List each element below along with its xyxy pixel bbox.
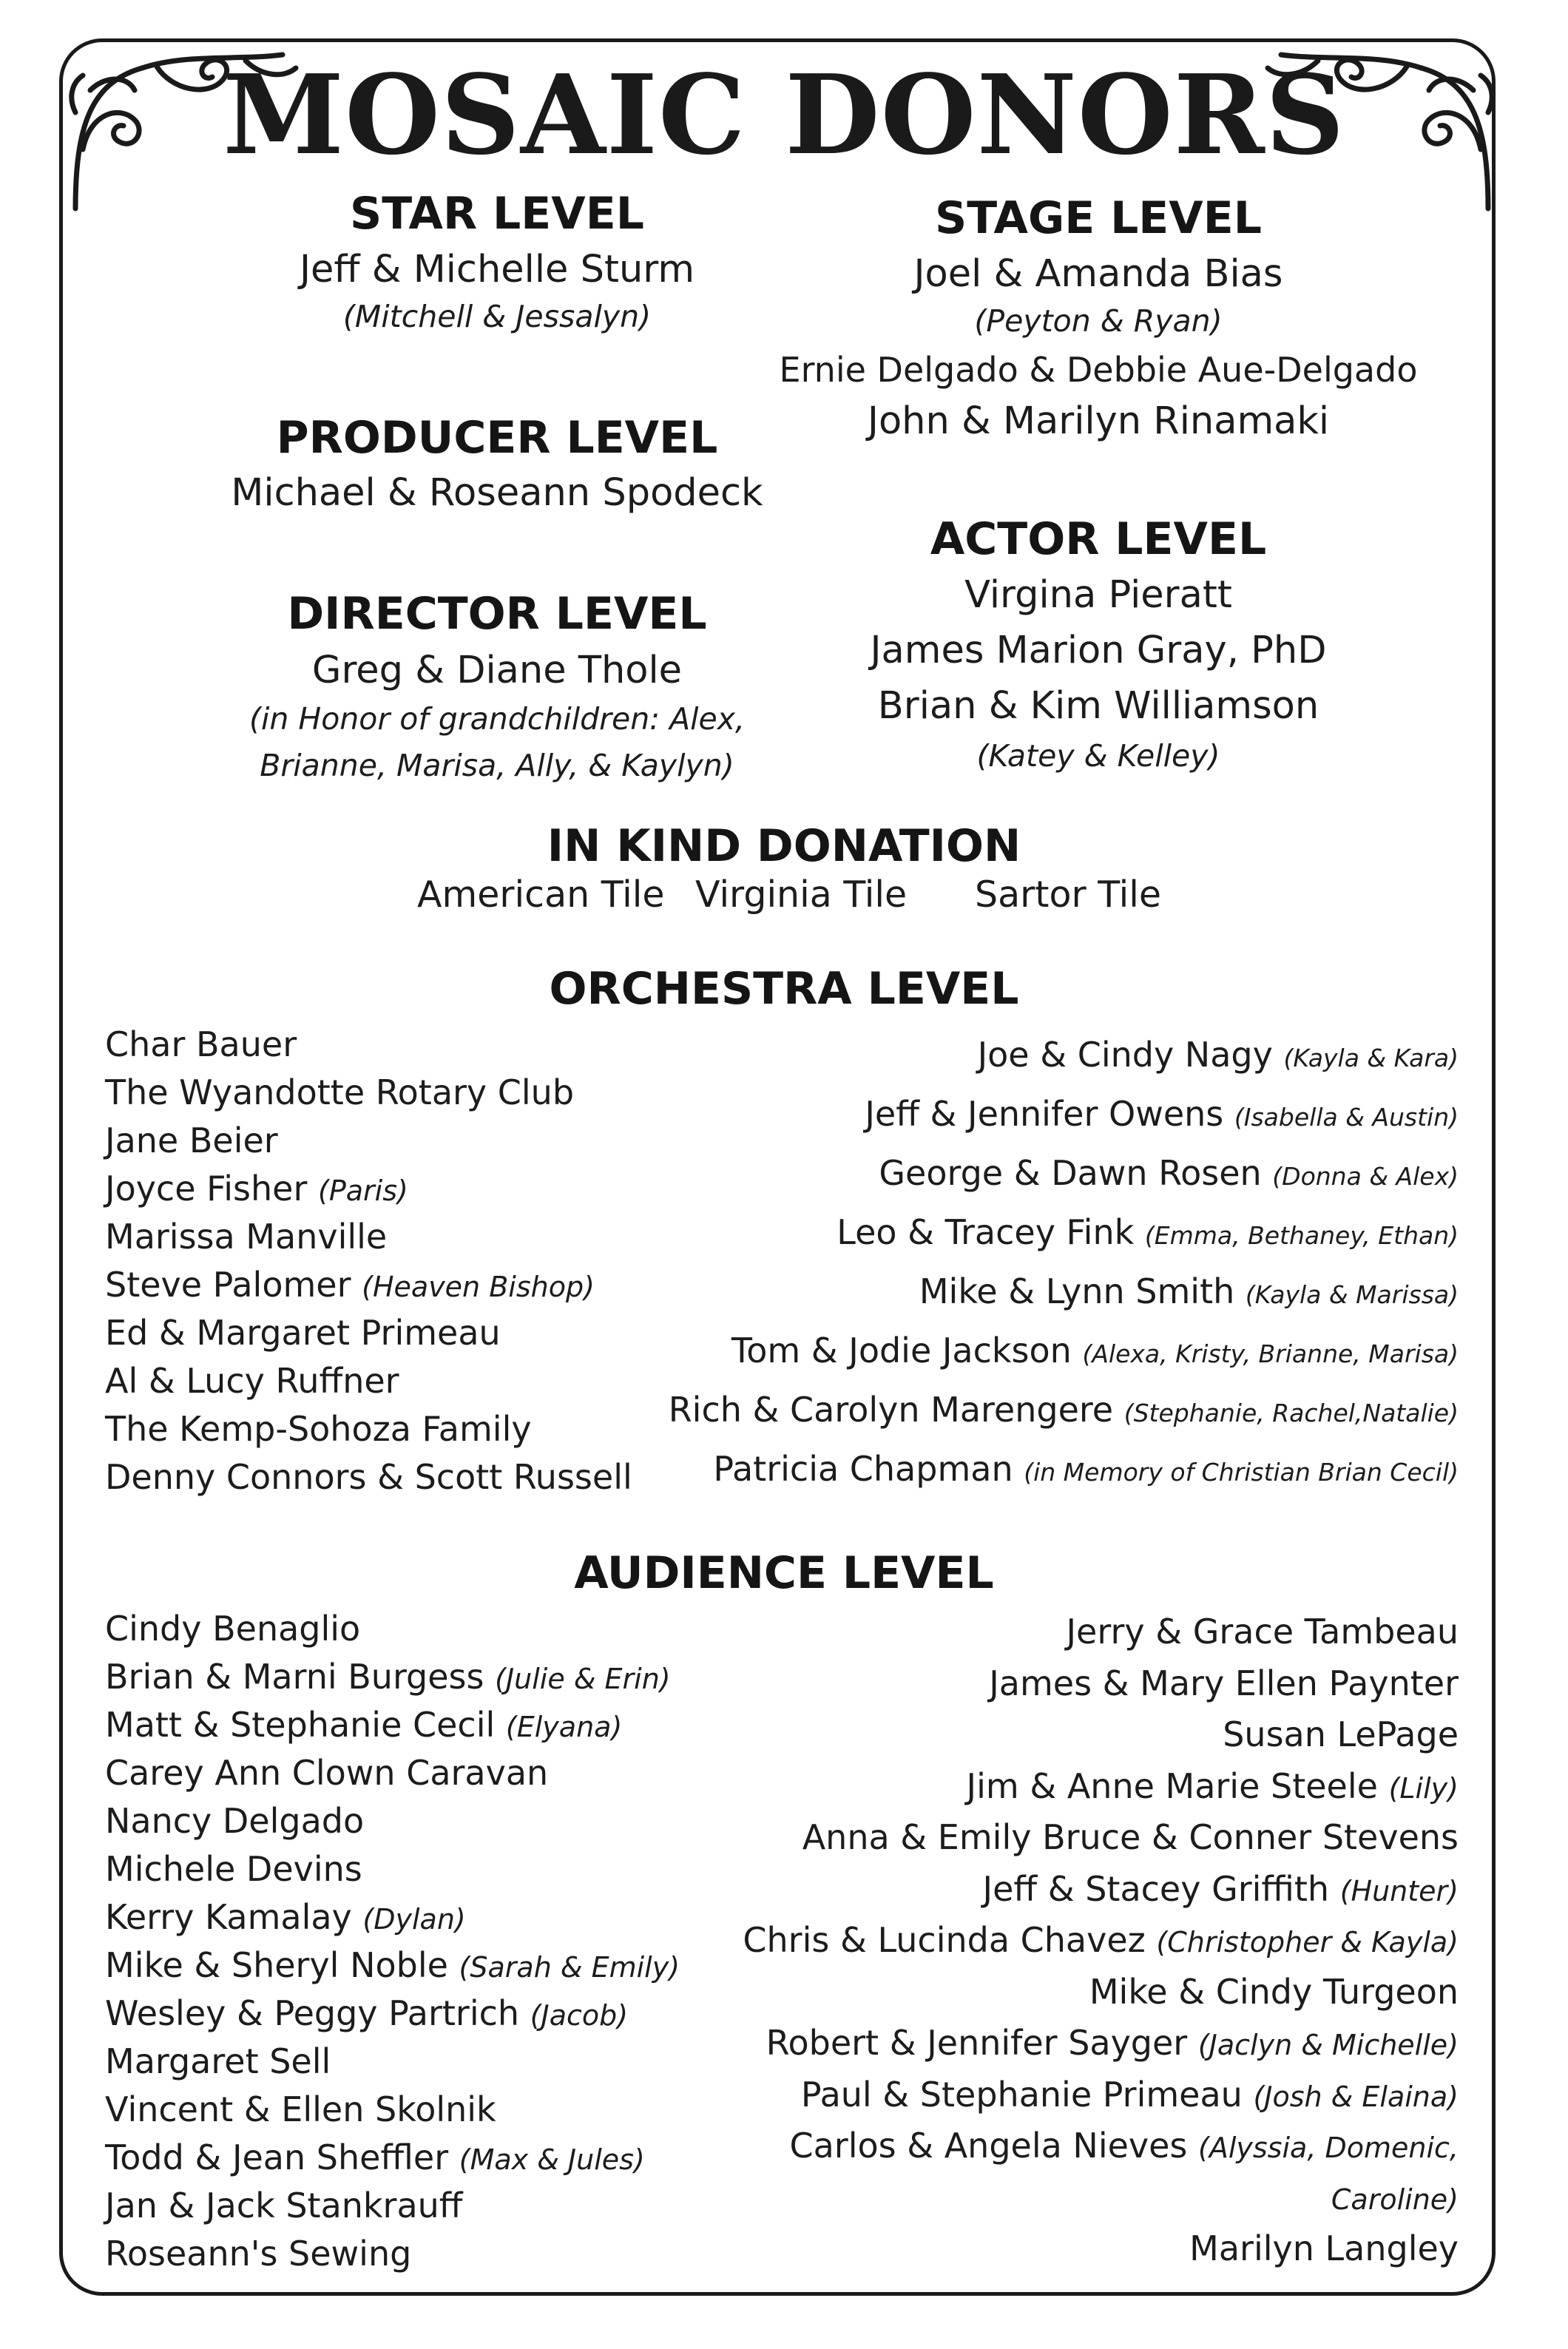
list-item — [606, 1761, 1459, 1813]
actor-donor: Virgina Pieratt — [964, 573, 1232, 617]
donor-note: (Sarah & Emily) — [459, 1951, 680, 1984]
donor-name: Nancy Delgado — [105, 1801, 365, 1841]
donor-note: (Kayla & Marissa) — [1245, 1280, 1459, 1309]
donor-name: Steve Palomer — [105, 1265, 351, 1305]
stage-level-heading: STAGE LEVEL — [935, 192, 1262, 244]
list-item — [606, 2223, 1459, 2275]
actor-donor: Brian & Kim Williamson — [877, 684, 1319, 728]
in-kind-item: Sartor Tile — [975, 873, 1161, 916]
donor-name: Roseann's Sewing — [105, 2234, 412, 2274]
star-donor-note: (Mitchell & Jessalyn) — [342, 299, 652, 334]
donor-name: Susan LePage — [1223, 1714, 1459, 1754]
in-kind-heading: IN KIND DONATION — [547, 820, 1021, 872]
donor-name: Michele Devins — [105, 1849, 362, 1889]
list-item — [606, 2172, 1459, 2224]
director-donor-note: (in Honor of grandchildren: Alex, — [249, 701, 746, 737]
donor-name: James & Mary Ellen Paynter — [989, 1663, 1459, 1703]
donor-name: Robert & Jennifer Sayger — [766, 2023, 1188, 2063]
donor-note: (Max & Jules) — [459, 2143, 645, 2176]
donor-name: Margaret Sell — [105, 2041, 331, 2081]
donor-note: (Christopher & Kayla) — [1156, 1926, 1459, 1958]
list-item — [606, 1864, 1459, 1916]
list-item — [606, 2069, 1459, 2121]
donor-name: Patricia Chapman — [713, 1449, 1013, 1489]
actor-level-heading: ACTOR LEVEL — [930, 513, 1267, 565]
stage-donor: Joel & Amanda Bias — [913, 252, 1283, 296]
audience-level-heading: AUDIENCE LEVEL — [574, 1547, 994, 1599]
donor-note: (Heaven Bishop) — [362, 1271, 595, 1303]
donor-name: Cindy Benaglio — [105, 1609, 361, 1649]
donor-name: The Wyandotte Rotary Club — [105, 1072, 575, 1112]
donor-name: Matt & Stephanie Cecil — [105, 1705, 496, 1745]
donor-note: (in Memory of Christian Brian Cecil) — [1024, 1458, 1459, 1487]
list-item — [606, 1709, 1459, 1761]
donor-name: Mike & Sheryl Noble — [105, 1945, 448, 1985]
donor-note: (Jacob) — [530, 1999, 629, 2032]
donor-name: Joe & Cindy Nagy — [977, 1035, 1273, 1075]
orchestra-right-list — [606, 1025, 1459, 1498]
list-item — [606, 1143, 1459, 1203]
list-item — [606, 1812, 1459, 1864]
donor-note: (Stephanie, Rachel,Natalie) — [1123, 1399, 1459, 1427]
in-kind-item: Virginia Tile — [695, 873, 908, 916]
list-item — [606, 1321, 1459, 1380]
donor-note: (Josh & Elaina) — [1253, 2080, 1459, 2113]
donor-note: (Dylan) — [362, 1903, 466, 1936]
donor-note: (Alexa, Kristy, Brianne, Marisa) — [1082, 1339, 1459, 1368]
star-donor: Jeff & Michelle Sturm — [299, 248, 695, 291]
stage-donor-note: (Peyton & Ryan) — [974, 303, 1223, 339]
donor-note: (Julie & Erin) — [495, 1663, 671, 1695]
donor-name: Ed & Margaret Primeau — [105, 1313, 501, 1353]
list-item — [606, 1084, 1459, 1143]
donor-name: The Kemp-Sohoza Family — [105, 1409, 532, 1449]
audience-right-list — [606, 1606, 1459, 2275]
donor-name: Al & Lucy Ruffner — [105, 1361, 399, 1401]
donor-name: Todd & Jean Sheffler — [105, 2137, 449, 2177]
donor-name: Jerry & Grace Tambeau — [1066, 1612, 1459, 1652]
director-donor-note: Brianne, Marisa, Ally, & Kaylyn) — [260, 748, 734, 783]
donor-name: Leo & Tracey Fink — [837, 1212, 1135, 1252]
donor-note: Caroline) — [1331, 2183, 1459, 2216]
actor-donor-note: (Katey & Kelley) — [976, 738, 1220, 774]
donor-name: Joyce Fisher — [105, 1169, 308, 1209]
donor-note: (Alyssia, Domenic, — [1198, 2132, 1459, 2164]
actor-donor: James Marion Gray, PhD — [870, 629, 1327, 672]
donor-note: (Isabella & Austin) — [1234, 1103, 1459, 1132]
donor-name: Chris & Lucinda Chavez — [743, 1920, 1146, 1960]
donor-name: Brian & Marni Burgess — [105, 1657, 484, 1697]
donor-name: Jim & Anne Marie Steele — [966, 1765, 1378, 1806]
donor-note: (Donna & Alex) — [1272, 1162, 1459, 1191]
list-item — [606, 1439, 1459, 1498]
donor-name: Tom & Jodie Jackson — [731, 1331, 1072, 1370]
list-item — [606, 1606, 1459, 1658]
donor-name: Vincent & Ellen Skolnik — [105, 2089, 496, 2129]
donor-name: Char Bauer — [105, 1024, 297, 1064]
list-item — [606, 1380, 1459, 1439]
star-level-heading: STAR LEVEL — [350, 188, 644, 240]
list-item — [606, 2018, 1459, 2069]
donor-name: Paul & Stephanie Primeau — [800, 2074, 1243, 2115]
list-item — [606, 1262, 1459, 1321]
donor-name: Jane Beier — [105, 1121, 278, 1160]
donor-note: (Lily) — [1388, 1771, 1459, 1805]
donor-name: Carey Ann Clown Caravan — [105, 1753, 549, 1793]
donor-name: Carlos & Angela Nieves — [789, 2126, 1188, 2166]
list-item — [606, 1658, 1459, 1710]
list-item — [606, 1203, 1459, 1262]
donor-name: Mike & Cindy Turgeon — [1089, 1971, 1459, 2012]
list-item — [606, 1967, 1459, 2018]
stage-donor: John & Marilyn Rinamaki — [867, 399, 1330, 443]
donor-name: Marilyn Langley — [1189, 2228, 1459, 2268]
donor-name: Anna & Emily Bruce & Conner Stevens — [802, 1817, 1459, 1857]
director-level-heading: DIRECTOR LEVEL — [287, 588, 707, 640]
stage-donor: Ernie Delgado & Debbie Aue-Delgado — [779, 350, 1418, 390]
donor-name: Jan & Jack Stankrauff — [105, 2186, 463, 2225]
orchestra-level-heading: ORCHESTRA LEVEL — [549, 963, 1019, 1015]
donor-name: Jeff & Stacey Griffith — [982, 1868, 1330, 1909]
producer-level-heading: PRODUCER LEVEL — [276, 412, 718, 464]
donor-note: (Paris) — [318, 1174, 408, 1207]
donor-name: George & Dawn Rosen — [879, 1153, 1262, 1193]
list-item — [606, 1915, 1459, 1967]
list-item — [606, 1025, 1459, 1084]
in-kind-item: American Tile — [417, 873, 665, 916]
director-donor: Greg & Diane Thole — [311, 649, 683, 692]
donor-name: Rich & Carolyn Marengere — [668, 1390, 1114, 1430]
donor-name: Jeff & Jennifer Owens — [865, 1094, 1224, 1134]
donor-note: (Kayla & Kara) — [1283, 1044, 1459, 1072]
donor-note: (Elyana) — [505, 1711, 623, 1743]
donor-note: (Emma, Bethaney, Ethan) — [1144, 1221, 1459, 1250]
donor-name: Marissa Manville — [105, 1217, 388, 1257]
donor-name: Wesley & Peggy Partrich — [105, 1993, 520, 2033]
donor-name: Kerry Kamalay — [105, 1897, 352, 1937]
list-item — [606, 2120, 1459, 2172]
donor-name: Denny Connors & Scott Russell — [105, 1457, 632, 1497]
donor-name: Mike & Lynn Smith — [919, 1271, 1235, 1311]
donor-note: (Jaclyn & Michelle) — [1197, 2029, 1459, 2061]
page-title: MOSAIC DONORS — [223, 50, 1345, 179]
producer-donor: Michael & Roseann Spodeck — [231, 471, 763, 515]
donor-note: (Hunter) — [1339, 1874, 1459, 1907]
